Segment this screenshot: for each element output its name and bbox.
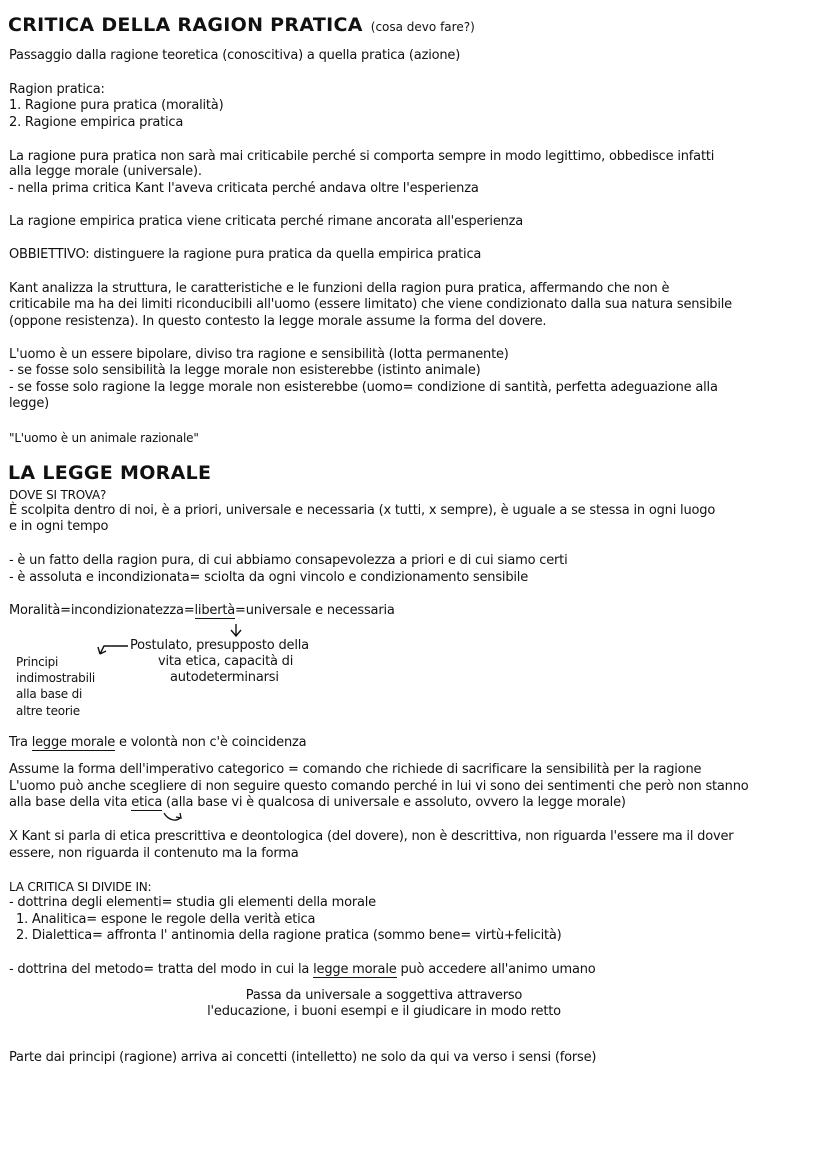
- text-fatto: - è un fatto della ragion pura, di cui abbiamo consapevolezza a priori e di cui siamo certi: [9, 553, 568, 568]
- text-dottrina-elementi: - dottrina degli elementi= studia gli elementi della morale: [9, 895, 376, 910]
- text-pura-2: alla legge morale (universale).: [9, 164, 202, 179]
- text-etica-1: X Kant si parla di etica prescrittiva e deontologica (del dovere), non è descrittiva, non riguarda l'essere ma il dover: [9, 829, 734, 844]
- list-item-ragione-empirica: 2. Ragione empirica pratica: [9, 115, 184, 130]
- arrow-liberta-down: [231, 624, 241, 636]
- text-scolpita-2: e in ogni tempo: [9, 519, 109, 534]
- text-pura-3: - nella prima critica Kant l'aveva criticata perché andava oltre l'esperienza: [9, 181, 479, 196]
- equation-moralita: Moralità=incondizionatezza=libertà=universale e necessaria: [9, 603, 395, 618]
- text-uomo-3: - se fosse solo ragione la legge morale non esisterebbe (uomo= condizione di santità, perfetta adeguazione alla: [9, 380, 718, 395]
- quote: "L'uomo è un animale razionale": [9, 431, 199, 445]
- principi-3: alla base di: [16, 687, 83, 701]
- text-kant-2: criticabile ma ha dei limiti riconducibili all'uomo (essere limitato) che viene condizionato dalla sua natura sensibile: [9, 297, 732, 312]
- text-imperativo-1: Assume la forma dell'imperativo categorico = comando che richiede di sacrificare la sensibilità per la ragione: [9, 762, 702, 777]
- text-ragion-pratica: Ragion pratica:: [9, 82, 105, 97]
- postulato-2: vita etica, capacità di: [158, 654, 294, 669]
- arrow-etica-curl: [164, 813, 181, 820]
- principi-4: altre teorie: [16, 704, 80, 718]
- text-uomo-2: - se fosse solo sensibilità la legge morale non esisterebbe (istinto animale): [9, 363, 481, 378]
- list-item-ragione-pura: 1. Ragione pura pratica (moralità): [9, 98, 224, 113]
- text-passa-2: l'educazione, i buoni esempi e il giudicare in modo retto: [207, 1004, 561, 1019]
- text-scolpita-1: È scolpita dentro di noi, è a priori, universale e necessaria (x tutti, x sempre), è uguale a se stessa in ogni luogo: [9, 503, 716, 518]
- postulato-1: Postulato, presupposto della: [130, 638, 309, 653]
- text-passa-1: Passa da universale a soggettiva attraverso: [245, 988, 523, 1003]
- section-title-legge-morale: LA LEGGE MORALE: [8, 462, 212, 484]
- text-dottrina-metodo: - dottrina del metodo= tratta del modo in cui la legge morale può accedere all'animo umano: [9, 962, 596, 977]
- text-imperativo-3: alla base della vita etica (alla base vi è qualcosa di universale e assoluto, ovvero la legge morale): [9, 795, 626, 810]
- text-assoluta: - è assoluta e incondizionata= sciolta da ogni vincolo e condizionamento sensibile: [9, 570, 528, 585]
- principi-2: indimostrabili: [16, 671, 95, 685]
- arrow-postulato-left: [98, 646, 128, 654]
- text-tra-legge: Tra legge morale e volontà non c'è coincidenza: [9, 735, 307, 750]
- text-kant-1: Kant analizza la struttura, le caratteristiche e le funzioni della ragion pura pratica, affermando che non è: [9, 281, 670, 296]
- text-etica-2: essere, non riguarda il contenuto ma la forma: [9, 846, 299, 861]
- text-uomo-1: L'uomo è un essere bipolare, diviso tra ragione e sensibilità (lotta permanente): [9, 347, 509, 362]
- text-uomo-4: legge): [9, 396, 49, 411]
- list-item-dialettica: 2. Dialettica= affronta l' antinomia della ragione pratica (sommo bene= virtù+felicità): [16, 928, 562, 943]
- page-title: CRITICA DELLA RAGION PRATICA (cosa devo fare?): [8, 14, 475, 36]
- text-obiettivo: OBBIETTIVO: distinguere la ragione pura pratica da quella empirica pratica: [9, 247, 482, 262]
- liberta-underlined: libertà: [194, 603, 235, 618]
- text-pura-1: La ragione pura pratica non sarà mai criticabile perché si comporta sempre in modo legittimo, obbedisce infatti: [9, 149, 715, 164]
- page-subtitle: (cosa devo fare?): [370, 20, 475, 34]
- text-imperativo-2: L'uomo può anche scegliere di non seguire questo comando perché in lui vi sono dei sentimenti che però non stanno: [9, 779, 749, 794]
- postulato-3: autodeterminarsi: [170, 670, 279, 685]
- text-passaggio: Passaggio dalla ragione teoretica (conoscitiva) a quella pratica (azione): [9, 48, 461, 63]
- principi-1: Principi: [16, 655, 59, 669]
- list-item-analitica: 1. Analitica= espone le regole della verità etica: [16, 912, 316, 927]
- text-kant-3: (oppone resistenza). In questo contesto la legge morale assume la forma del dovere.: [9, 314, 547, 329]
- text-empirica: La ragione empirica pratica viene criticata perché rimane ancorata all'esperienza: [9, 214, 524, 229]
- text-dove-si-trova: DOVE SI TROVA?: [9, 488, 107, 502]
- text-critica-divide: LA CRITICA SI DIVIDE IN:: [9, 880, 152, 894]
- text-parte: Parte dai principi (ragione) arriva ai concetti (intelletto) ne solo da qui va verso i sensi (forse): [9, 1050, 597, 1065]
